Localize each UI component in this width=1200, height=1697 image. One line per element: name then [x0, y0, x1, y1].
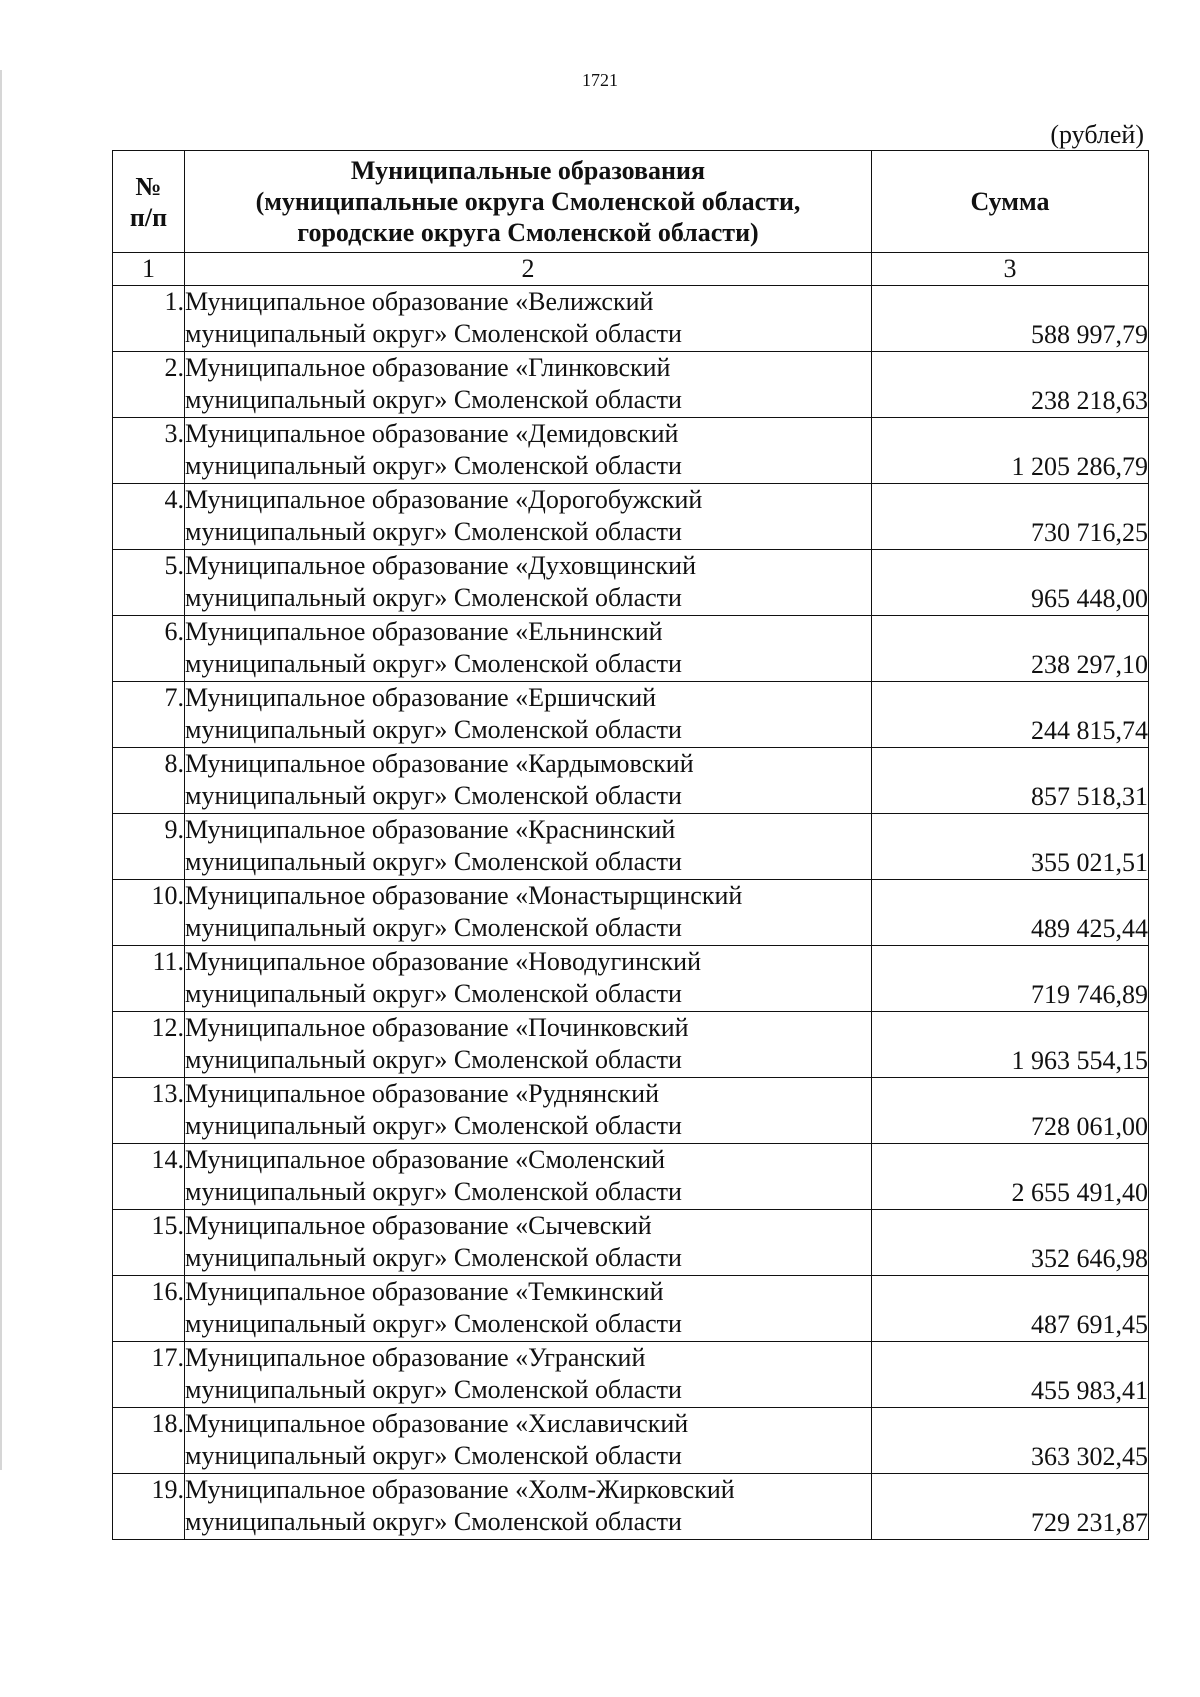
amount: 728 061,00	[872, 1078, 1149, 1144]
amount: 352 646,98	[872, 1210, 1149, 1276]
municipality-name-line-1: Муниципальное образование «Краснинский	[185, 815, 676, 844]
municipality-name-line-1: Муниципальное образование «Починковский	[185, 1013, 689, 1042]
municipality-name	[185, 1408, 872, 1474]
column-index-3: 3	[872, 253, 1149, 286]
row-number: 8.	[113, 748, 185, 814]
amount: 857 518,31	[872, 748, 1149, 814]
amount: 730 716,25	[872, 484, 1149, 550]
municipality-name-line-1: Муниципальное образование «Руднянский	[185, 1079, 659, 1108]
municipality-name-line-2: муниципальный округ» Смоленской области	[185, 649, 682, 678]
municipality-name-line-1: Муниципальное образование «Монастырщинский	[185, 881, 743, 910]
row-number: 11.	[113, 946, 185, 1012]
amount: 588 997,79	[872, 286, 1149, 352]
municipality-name-line-2: муниципальный округ» Смоленской области	[185, 1309, 682, 1338]
column-index-1: 1	[113, 253, 185, 286]
municipality-name-line-1: Муниципальное образование «Темкинский	[185, 1277, 664, 1306]
municipality-name-line-1: Муниципальное образование «Смоленский	[185, 1145, 666, 1174]
header-name	[185, 151, 872, 253]
row-number: 10.	[113, 880, 185, 946]
header-num: № п/п	[113, 151, 185, 253]
amount: 1 205 286,79	[872, 418, 1149, 484]
municipality-name-line-1: Муниципальное образование «Дорогобужский	[185, 485, 703, 514]
row-number: 14.	[113, 1144, 185, 1210]
amount: 2 655 491,40	[872, 1144, 1149, 1210]
municipality-name	[185, 286, 872, 352]
municipality-name-line-1: Муниципальное образование «Хиславичский	[185, 1409, 689, 1438]
row-number: 1.	[113, 286, 185, 352]
scan-margin-line	[0, 70, 2, 1470]
table-row	[113, 1210, 1149, 1276]
municipality-name	[185, 1210, 872, 1276]
municipality-name	[185, 1078, 872, 1144]
row-number: 7.	[113, 682, 185, 748]
municipality-name-line-2: муниципальный округ» Смоленской области	[185, 1111, 682, 1140]
table-row	[113, 616, 1149, 682]
municipality-name-line-1: Муниципальное образование «Кардымовский	[185, 749, 694, 778]
row-number: 5.	[113, 550, 185, 616]
municipality-name	[185, 880, 872, 946]
municipality-name	[185, 1012, 872, 1078]
table-row	[113, 418, 1149, 484]
row-number: 19.	[113, 1474, 185, 1540]
municipality-name-line-2: муниципальный округ» Смоленской области	[185, 1507, 682, 1536]
municipality-name-line-2: муниципальный округ» Смоленской области	[185, 1441, 682, 1470]
amount: 363 302,45	[872, 1408, 1149, 1474]
municipality-name-line-1: Муниципальное образование «Новодугинский	[185, 947, 701, 976]
municipality-name-line-2: муниципальный округ» Смоленской области	[185, 517, 682, 546]
row-number: 9.	[113, 814, 185, 880]
municipality-name-line-1: Муниципальное образование «Сычевский	[185, 1211, 652, 1240]
amount: 238 218,63	[872, 352, 1149, 418]
municipality-name-line-2: муниципальный округ» Смоленской области	[185, 583, 682, 612]
municipality-name	[185, 616, 872, 682]
row-number: 12.	[113, 1012, 185, 1078]
municipality-name-line-1: Муниципальное образование «Велижский	[185, 287, 654, 316]
page-number: 1721	[582, 70, 618, 90]
table-header-row	[113, 151, 1149, 253]
row-number: 3.	[113, 418, 185, 484]
row-number: 16.	[113, 1276, 185, 1342]
municipality-name-line-1: Муниципальное образование «Угранский	[185, 1343, 646, 1372]
row-number: 15.	[113, 1210, 185, 1276]
header-sum: Сумма	[872, 151, 1149, 253]
amount: 1 963 554,15	[872, 1012, 1149, 1078]
municipality-name	[185, 1474, 872, 1540]
column-index-2: 2	[185, 253, 872, 286]
table-row	[113, 946, 1149, 1012]
table-row	[113, 880, 1149, 946]
municipality-name-line-2: муниципальный округ» Смоленской области	[185, 385, 682, 414]
table-row	[113, 550, 1149, 616]
amount: 487 691,45	[872, 1276, 1149, 1342]
municipality-name-line-2: муниципальный округ» Смоленской области	[185, 715, 682, 744]
table-row	[113, 1474, 1149, 1540]
table-row	[113, 1078, 1149, 1144]
municipality-name-line-2: муниципальный округ» Смоленской области	[185, 1375, 682, 1404]
amount: 965 448,00	[872, 550, 1149, 616]
header-name-line-3: городские округа Смоленской области)	[297, 218, 759, 247]
row-number: 13.	[113, 1078, 185, 1144]
table-row	[113, 1144, 1149, 1210]
municipality-name	[185, 1144, 872, 1210]
amount: 244 815,74	[872, 682, 1149, 748]
municipality-name	[185, 814, 872, 880]
municipality-name	[185, 1276, 872, 1342]
municipality-name-line-2: муниципальный округ» Смоленской области	[185, 1243, 682, 1272]
municipality-name	[185, 418, 872, 484]
municipality-name-line-2: муниципальный округ» Смоленской области	[185, 913, 682, 942]
table-row	[113, 1012, 1149, 1078]
table-row	[113, 682, 1149, 748]
municipality-name	[185, 550, 872, 616]
municipality-name-line-2: муниципальный округ» Смоленской области	[185, 847, 682, 876]
municipality-name	[185, 946, 872, 1012]
municipality-name	[185, 682, 872, 748]
municipality-name	[185, 352, 872, 418]
allocation-table	[112, 150, 1149, 1540]
amount: 238 297,10	[872, 616, 1149, 682]
municipality-name	[185, 1342, 872, 1408]
table-row	[113, 814, 1149, 880]
row-number: 2.	[113, 352, 185, 418]
municipality-name-line-2: муниципальный округ» Смоленской области	[185, 1045, 682, 1074]
table-row	[113, 1342, 1149, 1408]
amount: 489 425,44	[872, 880, 1149, 946]
units-label: (рублей)	[1050, 120, 1144, 149]
municipality-name-line-2: муниципальный округ» Смоленской области	[185, 451, 682, 480]
municipality-name-line-2: муниципальный округ» Смоленской области	[185, 1177, 682, 1206]
municipality-name-line-1: Муниципальное образование «Ершичский	[185, 683, 657, 712]
municipality-name-line-1: Муниципальное образование «Духовщинский	[185, 551, 697, 580]
table-row	[113, 484, 1149, 550]
row-number: 18.	[113, 1408, 185, 1474]
municipality-name-line-2: муниципальный округ» Смоленской области	[185, 979, 682, 1008]
header-name-line-2: (муниципальные округа Смоленской области,	[255, 187, 801, 216]
municipality-name-line-1: Муниципальное образование «Холм-Жирковский	[185, 1475, 735, 1504]
amount: 719 746,89	[872, 946, 1149, 1012]
row-number: 4.	[113, 484, 185, 550]
table-row	[113, 352, 1149, 418]
table-row	[113, 286, 1149, 352]
municipality-name	[185, 484, 872, 550]
amount: 355 021,51	[872, 814, 1149, 880]
column-index-row	[113, 253, 1149, 286]
header-name-line-1: Муниципальные образования	[350, 156, 706, 185]
amount: 729 231,87	[872, 1474, 1149, 1540]
table-row	[113, 748, 1149, 814]
amount: 455 983,41	[872, 1342, 1149, 1408]
municipality-name-line-2: муниципальный округ» Смоленской области	[185, 319, 682, 348]
table-row	[113, 1276, 1149, 1342]
table-row	[113, 1408, 1149, 1474]
municipality-name-line-1: Муниципальное образование «Глинковский	[185, 353, 671, 382]
row-number: 6.	[113, 616, 185, 682]
municipality-name-line-1: Муниципальное образование «Демидовский	[185, 419, 679, 448]
municipality-name-line-1: Муниципальное образование «Ельнинский	[185, 617, 663, 646]
municipality-name-line-2: муниципальный округ» Смоленской области	[185, 781, 682, 810]
municipality-name	[185, 748, 872, 814]
row-number: 17.	[113, 1342, 185, 1408]
